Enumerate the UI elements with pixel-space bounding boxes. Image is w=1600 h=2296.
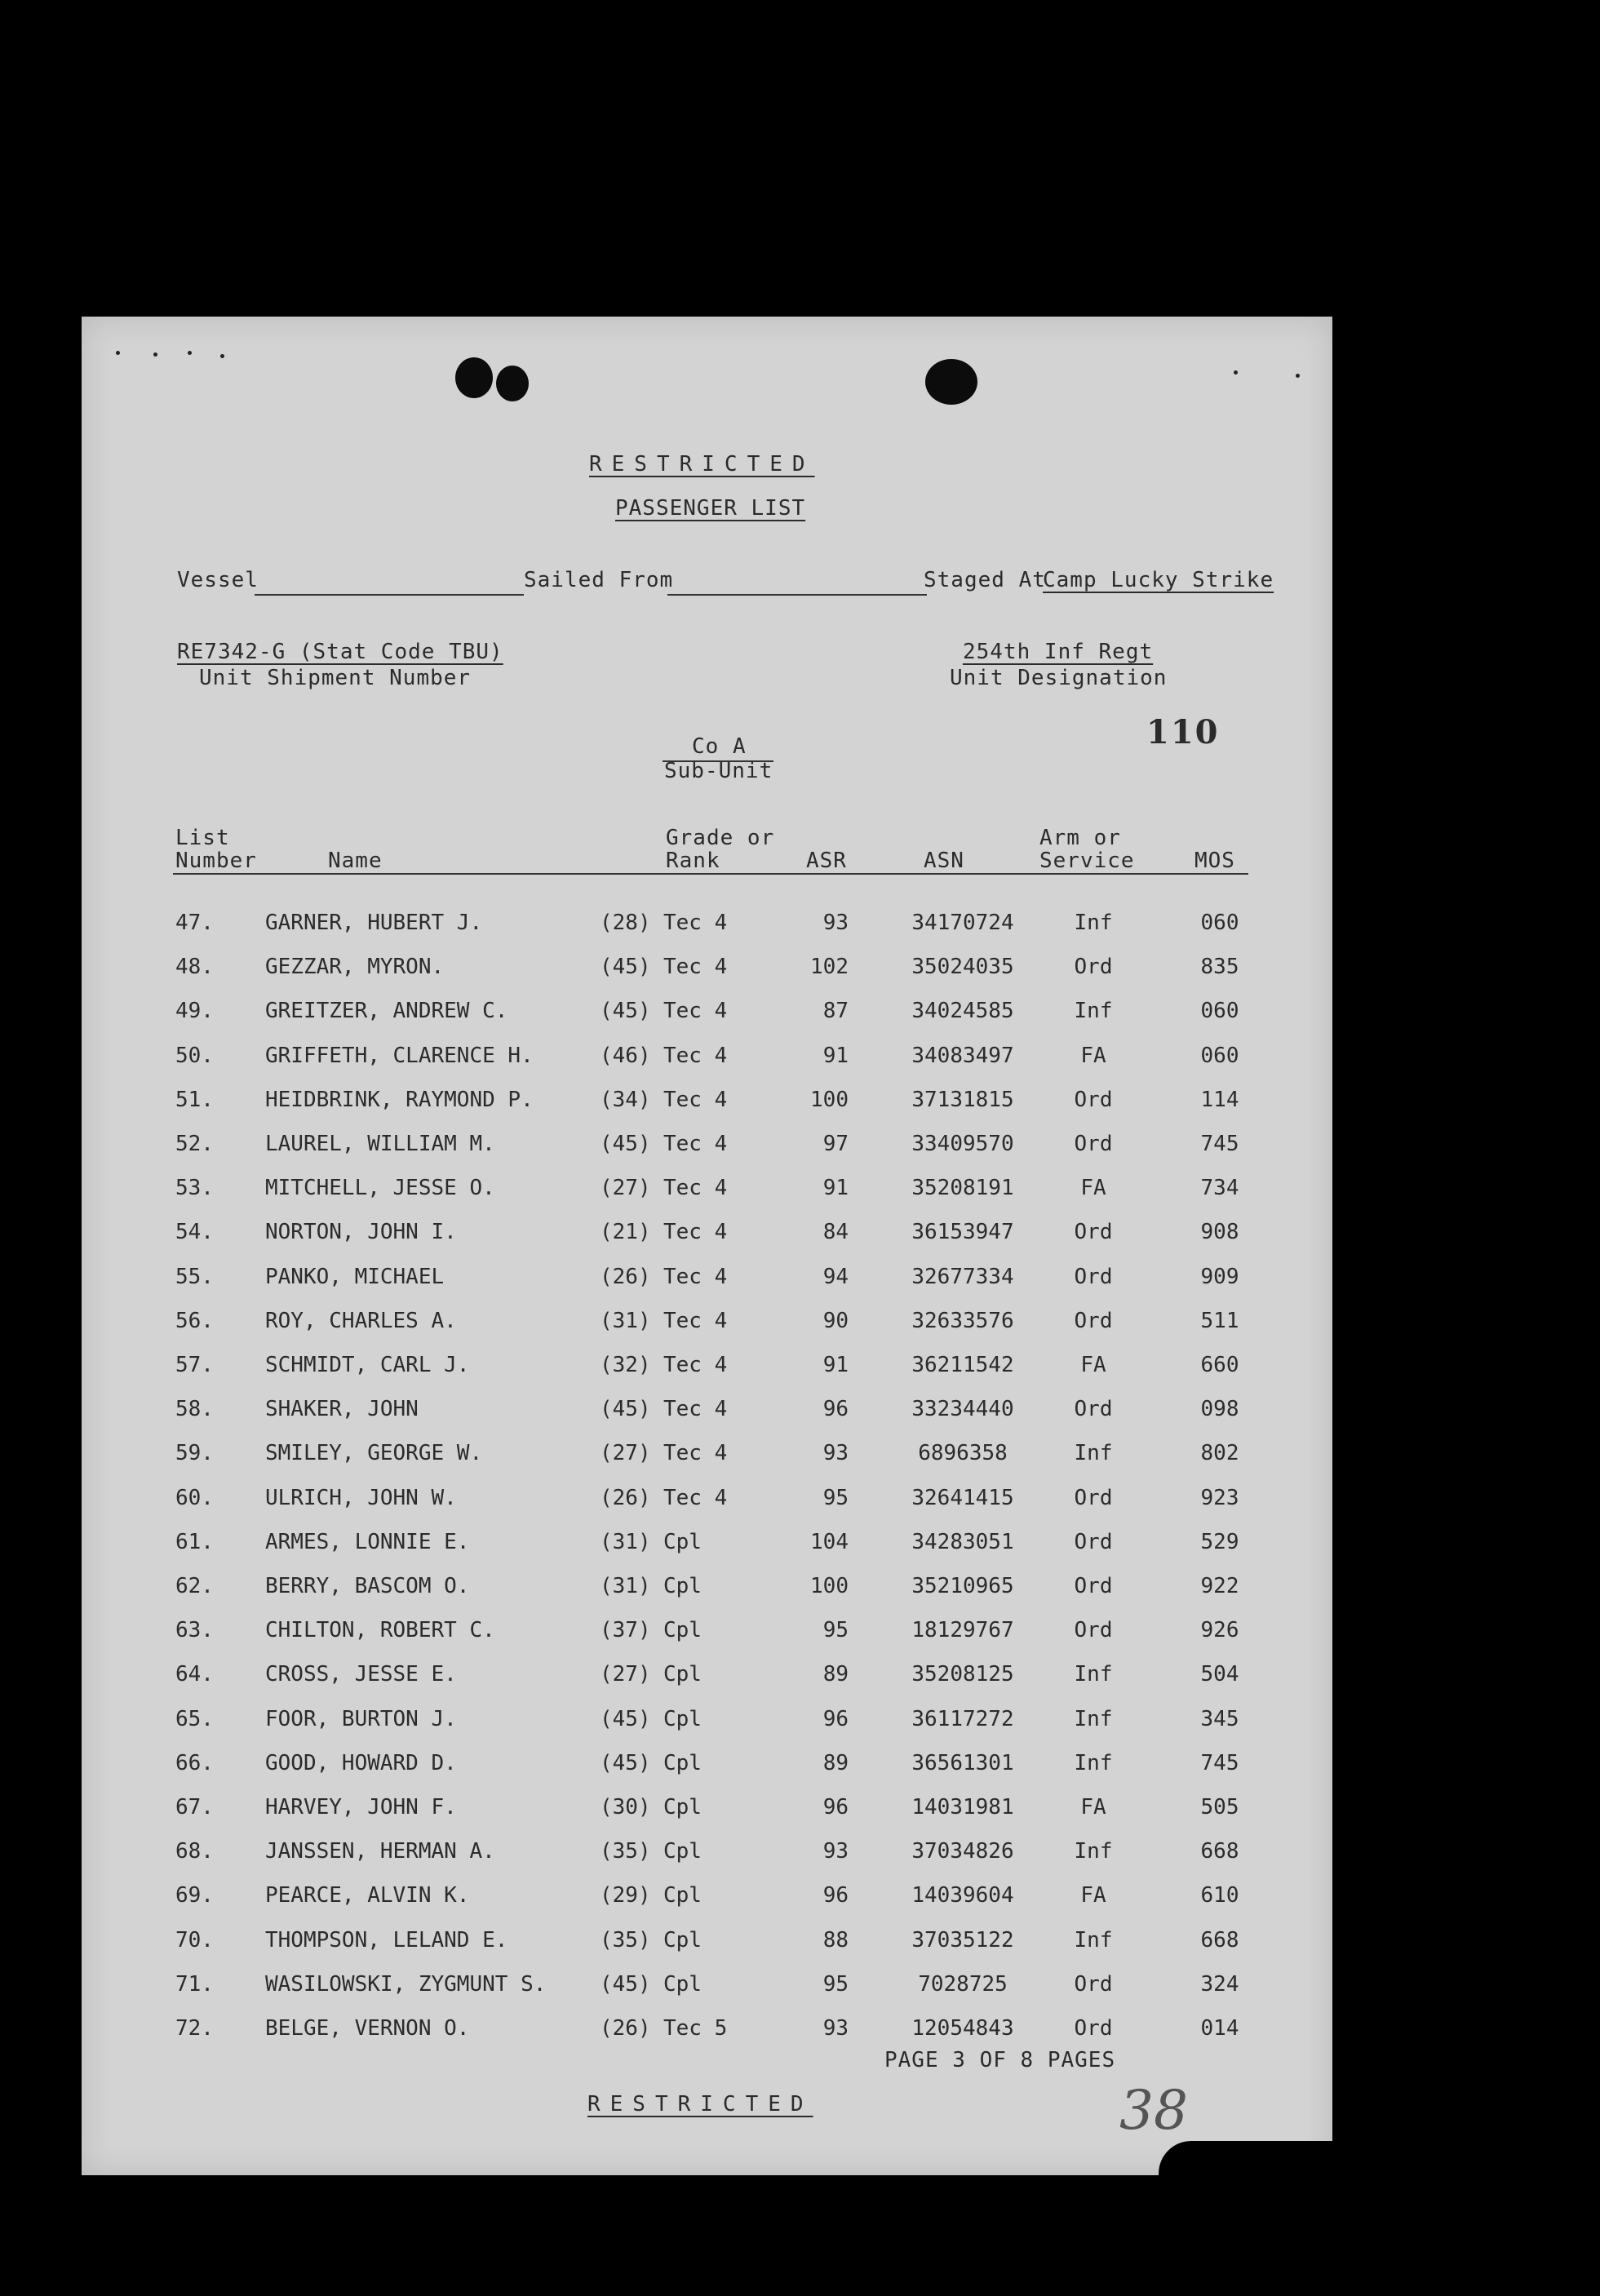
cell-asn: 37035122 bbox=[911, 1927, 1014, 1952]
cell-name: GEZZAR, MYRON. bbox=[265, 955, 445, 980]
cell-name: CROSS, JESSE E. bbox=[265, 1662, 457, 1687]
cell-grade: Cpl bbox=[663, 1839, 702, 1864]
cell-asr: 104 bbox=[810, 1529, 849, 1554]
cell-asr: 100 bbox=[810, 1574, 849, 1598]
header-rule bbox=[173, 873, 1248, 875]
cell-arm: Ord bbox=[1074, 1132, 1113, 1156]
cell-grade: Tec 4 bbox=[663, 1308, 728, 1333]
cell-num: 67. bbox=[175, 1795, 214, 1820]
cell-age: (45) bbox=[600, 1706, 651, 1731]
cell-asr: 97 bbox=[822, 1132, 849, 1156]
cell-age: (31) bbox=[600, 1529, 651, 1554]
cell-asn: 32633576 bbox=[911, 1308, 1014, 1333]
cell-num: 55. bbox=[175, 1264, 214, 1289]
cell-asn: 37034826 bbox=[911, 1839, 1014, 1864]
unit-designation-label: Unit Designation bbox=[950, 666, 1168, 690]
cell-num: 60. bbox=[175, 1485, 214, 1510]
cell-name: HEIDBRINK, RAYMOND P. bbox=[265, 1087, 534, 1112]
cell-name: HARVEY, JOHN F. bbox=[265, 1795, 457, 1820]
cell-name: GOOD, HOWARD D. bbox=[265, 1750, 457, 1775]
cell-asn: 34283051 bbox=[911, 1529, 1014, 1554]
cell-name: BERRY, BASCOM O. bbox=[265, 1574, 470, 1598]
cell-age: (37) bbox=[600, 1618, 651, 1643]
cell-mos: 505 bbox=[1200, 1795, 1239, 1820]
cell-asn: 36561301 bbox=[911, 1750, 1014, 1775]
cell-name: PANKO, MICHAEL bbox=[265, 1264, 445, 1289]
col-header-number: Number bbox=[175, 849, 257, 873]
table-row bbox=[82, 1088, 1332, 1120]
cell-name: LAUREL, WILLIAM M. bbox=[265, 1132, 495, 1156]
cell-num: 63. bbox=[175, 1618, 214, 1643]
cell-name: GARNER, HUBERT J. bbox=[265, 911, 483, 935]
cell-mos: 014 bbox=[1200, 2016, 1239, 2041]
cell-grade: Tec 4 bbox=[663, 1485, 728, 1510]
cell-mos: 734 bbox=[1200, 1176, 1239, 1201]
cell-asr: 96 bbox=[822, 1795, 849, 1820]
table-row bbox=[82, 1486, 1332, 1518]
cell-grade: Cpl bbox=[663, 1795, 702, 1820]
cell-asn: 36211542 bbox=[911, 1353, 1014, 1377]
cell-asn: 32677334 bbox=[911, 1264, 1014, 1289]
table-row bbox=[82, 1707, 1332, 1740]
cell-grade: Tec 4 bbox=[663, 1353, 728, 1377]
col-header-asn: ASN bbox=[924, 849, 964, 873]
cell-arm: Ord bbox=[1074, 1308, 1113, 1333]
col-header-name: Name bbox=[328, 849, 383, 873]
cell-mos: 745 bbox=[1200, 1132, 1239, 1156]
cell-num: 71. bbox=[175, 1971, 214, 1997]
table-row bbox=[82, 2016, 1332, 2049]
cell-arm: Ord bbox=[1074, 1618, 1113, 1643]
staged-at-value: Camp Lucky Strike bbox=[1043, 568, 1274, 592]
cell-arm: Inf bbox=[1074, 1441, 1113, 1466]
cell-grade: Tec 4 bbox=[663, 1441, 728, 1466]
cell-asr: 100 bbox=[810, 1087, 849, 1112]
cell-asr: 93 bbox=[822, 2016, 849, 2041]
punch-hole bbox=[496, 366, 529, 401]
cell-grade: Tec 4 bbox=[663, 1220, 728, 1245]
cell-name: THOMPSON, LELAND E. bbox=[265, 1927, 508, 1952]
classification-footer: RESTRICTED bbox=[587, 2092, 813, 2116]
cell-asr: 93 bbox=[822, 1441, 849, 1466]
cell-age: (45) bbox=[600, 955, 651, 980]
staged-at-label: Staged At bbox=[924, 568, 1046, 592]
cell-asr: 90 bbox=[822, 1308, 849, 1333]
cell-num: 65. bbox=[175, 1706, 214, 1731]
cell-name: BELGE, VERNON O. bbox=[265, 2016, 470, 2041]
cell-arm: Inf bbox=[1074, 1662, 1113, 1687]
table-row bbox=[82, 1972, 1332, 2005]
cell-num: 47. bbox=[175, 911, 214, 935]
cell-num: 50. bbox=[175, 1043, 214, 1068]
cell-arm: FA bbox=[1080, 1883, 1106, 1908]
col-header-rank: Rank bbox=[666, 849, 720, 873]
cell-age: (30) bbox=[600, 1795, 651, 1820]
document-page bbox=[82, 317, 1332, 2175]
cell-asr: 87 bbox=[822, 999, 849, 1024]
cell-arm: FA bbox=[1080, 1043, 1106, 1068]
cell-mos: 114 bbox=[1200, 1087, 1239, 1112]
cell-age: (45) bbox=[600, 1971, 651, 1997]
cell-num: 54. bbox=[175, 1220, 214, 1245]
cell-grade: Cpl bbox=[663, 1883, 702, 1908]
shipment-number: RE7342-G (Stat Code TBU) bbox=[177, 640, 503, 664]
cell-grade: Tec 4 bbox=[663, 1397, 728, 1422]
table-row bbox=[82, 1662, 1332, 1695]
table-row bbox=[82, 955, 1332, 987]
cell-asn: 33409570 bbox=[911, 1132, 1014, 1156]
cell-age: (26) bbox=[600, 2016, 651, 2041]
cell-mos: 923 bbox=[1200, 1485, 1239, 1510]
cell-name: CHILTON, ROBERT C. bbox=[265, 1618, 495, 1643]
cell-arm: Ord bbox=[1074, 2016, 1113, 2041]
cell-mos: 660 bbox=[1200, 1353, 1239, 1377]
cell-grade: Cpl bbox=[663, 1574, 702, 1598]
cell-age: (27) bbox=[600, 1441, 651, 1466]
table-row bbox=[82, 1751, 1332, 1784]
cell-num: 64. bbox=[175, 1662, 214, 1687]
cell-asr: 93 bbox=[822, 911, 849, 935]
cell-name: ULRICH, JOHN W. bbox=[265, 1485, 457, 1510]
cell-arm: Ord bbox=[1074, 1574, 1113, 1598]
cell-grade: Tec 4 bbox=[663, 1087, 728, 1112]
cell-grade: Cpl bbox=[663, 1662, 702, 1687]
cell-asn: 36117272 bbox=[911, 1706, 1014, 1731]
cell-name: SCHMIDT, CARL J. bbox=[265, 1353, 470, 1377]
cell-asr: 95 bbox=[822, 1485, 849, 1510]
table-row bbox=[82, 1795, 1332, 1828]
cell-grade: Tec 4 bbox=[663, 911, 728, 935]
cell-asn: 33234440 bbox=[911, 1397, 1014, 1422]
table-row bbox=[82, 1839, 1332, 1872]
cell-arm: Ord bbox=[1074, 1971, 1113, 1997]
speck bbox=[220, 354, 224, 358]
cell-arm: Inf bbox=[1074, 1750, 1113, 1775]
cell-mos: 324 bbox=[1200, 1971, 1239, 1997]
cell-asn: 35208191 bbox=[911, 1176, 1014, 1201]
table-row bbox=[82, 1132, 1332, 1164]
cell-num: 69. bbox=[175, 1883, 214, 1908]
sailed-from-label: Sailed From bbox=[524, 568, 674, 592]
cell-grade: Tec 4 bbox=[663, 1176, 728, 1201]
cell-num: 56. bbox=[175, 1308, 214, 1333]
cell-asr: 96 bbox=[822, 1883, 849, 1908]
cell-name: SMILEY, GEORGE W. bbox=[265, 1441, 483, 1466]
sailed-from-field bbox=[667, 594, 927, 596]
cell-name: SHAKER, JOHN bbox=[265, 1397, 419, 1422]
cell-asr: 91 bbox=[822, 1176, 849, 1201]
cell-grade: Cpl bbox=[663, 1971, 702, 1997]
table-row bbox=[82, 1441, 1332, 1474]
cell-asr: 89 bbox=[822, 1750, 849, 1775]
speck bbox=[116, 351, 120, 355]
cell-mos: 345 bbox=[1200, 1706, 1239, 1731]
speck bbox=[188, 351, 192, 355]
cell-asr: 95 bbox=[822, 1971, 849, 1997]
table-row bbox=[82, 1928, 1332, 1961]
cell-num: 52. bbox=[175, 1132, 214, 1156]
cell-asr: 93 bbox=[822, 1839, 849, 1864]
cell-age: (27) bbox=[600, 1176, 651, 1201]
cell-num: 59. bbox=[175, 1441, 214, 1466]
cell-num: 49. bbox=[175, 999, 214, 1024]
cell-mos: 504 bbox=[1200, 1662, 1239, 1687]
cell-asn: 34083497 bbox=[911, 1043, 1014, 1068]
cell-arm: FA bbox=[1080, 1353, 1106, 1377]
col-header-mos: MOS bbox=[1194, 849, 1235, 873]
handwritten-number: 38 bbox=[1119, 2079, 1188, 2142]
cell-asr: 91 bbox=[822, 1043, 849, 1068]
cell-age: (45) bbox=[600, 1132, 651, 1156]
cell-num: 57. bbox=[175, 1353, 214, 1377]
table-row bbox=[82, 1397, 1332, 1429]
cell-mos: 668 bbox=[1200, 1927, 1239, 1952]
cell-asn: 36153947 bbox=[911, 1220, 1014, 1245]
cell-asn: 32641415 bbox=[911, 1485, 1014, 1510]
cell-mos: 926 bbox=[1200, 1618, 1239, 1643]
speck bbox=[1234, 370, 1238, 375]
cell-mos: 060 bbox=[1200, 1043, 1239, 1068]
cell-arm: Inf bbox=[1074, 1839, 1113, 1864]
cell-age: (28) bbox=[600, 911, 651, 935]
cell-name: FOOR, BURTON J. bbox=[265, 1706, 457, 1731]
cell-grade: Tec 4 bbox=[663, 955, 728, 980]
cell-name: JANSSEN, HERMAN A. bbox=[265, 1839, 495, 1864]
cell-asn: 7028725 bbox=[918, 1971, 1008, 1997]
cell-name: WASILOWSKI, ZYGMUNT S. bbox=[265, 1971, 547, 1997]
cell-name: PEARCE, ALVIN K. bbox=[265, 1883, 470, 1908]
cell-mos: 745 bbox=[1200, 1750, 1239, 1775]
cell-grade: Cpl bbox=[663, 1529, 702, 1554]
sub-unit-label: Sub-Unit bbox=[664, 759, 773, 783]
cell-name: ROY, CHARLES A. bbox=[265, 1308, 457, 1333]
cell-mos: 098 bbox=[1200, 1397, 1239, 1422]
cell-arm: Ord bbox=[1074, 1529, 1113, 1554]
shipment-number-label: Unit Shipment Number bbox=[199, 666, 472, 690]
cell-num: 66. bbox=[175, 1750, 214, 1775]
cell-grade: Tec 4 bbox=[663, 1264, 728, 1289]
cell-arm: Ord bbox=[1074, 955, 1113, 980]
cell-age: (31) bbox=[600, 1308, 651, 1333]
cell-age: (26) bbox=[600, 1264, 651, 1289]
col-header-grade: Grade or bbox=[666, 826, 775, 850]
cell-asr: 88 bbox=[822, 1927, 849, 1952]
cell-age: (45) bbox=[600, 1750, 651, 1775]
cell-age: (46) bbox=[600, 1043, 651, 1068]
cell-mos: 908 bbox=[1200, 1220, 1239, 1245]
cell-asr: 89 bbox=[822, 1662, 849, 1687]
cell-asn: 14031981 bbox=[911, 1795, 1014, 1820]
table-row bbox=[82, 1309, 1332, 1341]
cell-num: 61. bbox=[175, 1529, 214, 1554]
cell-arm: Inf bbox=[1074, 1927, 1113, 1952]
table-row bbox=[82, 1265, 1332, 1297]
col-header-asr: ASR bbox=[806, 849, 847, 873]
table-row bbox=[82, 1618, 1332, 1651]
cell-mos: 610 bbox=[1200, 1883, 1239, 1908]
cell-mos: 060 bbox=[1200, 999, 1239, 1024]
classification-header: RESTRICTED bbox=[589, 452, 815, 476]
speck bbox=[1296, 374, 1300, 378]
cell-asr: 94 bbox=[822, 1264, 849, 1289]
cell-mos: 511 bbox=[1200, 1308, 1239, 1333]
cell-name: GRIFFETH, CLARENCE H. bbox=[265, 1043, 534, 1068]
passenger-list-title: PASSENGER LIST bbox=[615, 496, 806, 521]
cell-arm: Ord bbox=[1074, 1397, 1113, 1422]
cell-num: 68. bbox=[175, 1839, 214, 1864]
cell-grade: Tec 4 bbox=[663, 999, 728, 1024]
cell-mos: 668 bbox=[1200, 1839, 1239, 1864]
cell-name: NORTON, JOHN I. bbox=[265, 1220, 457, 1245]
cell-arm: Ord bbox=[1074, 1220, 1113, 1245]
cell-grade: Tec 4 bbox=[663, 1043, 728, 1068]
cell-asn: 37131815 bbox=[911, 1087, 1014, 1112]
table-row bbox=[82, 911, 1332, 943]
cell-num: 58. bbox=[175, 1397, 214, 1422]
cell-num: 62. bbox=[175, 1574, 214, 1598]
cell-age: (31) bbox=[600, 1574, 651, 1598]
cell-age: (35) bbox=[600, 1927, 651, 1952]
cell-num: 70. bbox=[175, 1927, 214, 1952]
table-row bbox=[82, 1220, 1332, 1252]
cell-num: 53. bbox=[175, 1176, 214, 1201]
cell-arm: FA bbox=[1080, 1795, 1106, 1820]
cell-grade: Tec 4 bbox=[663, 1132, 728, 1156]
speck bbox=[153, 352, 157, 357]
cell-age: (32) bbox=[600, 1353, 651, 1377]
col-header-list: List bbox=[175, 826, 230, 850]
cell-grade: Cpl bbox=[663, 1618, 702, 1643]
cell-mos: 802 bbox=[1200, 1441, 1239, 1466]
cell-num: 51. bbox=[175, 1087, 214, 1112]
cell-asn: 35208125 bbox=[911, 1662, 1014, 1687]
punch-hole bbox=[455, 357, 493, 398]
vessel-label: Vessel bbox=[177, 568, 259, 592]
cell-asr: 95 bbox=[822, 1618, 849, 1643]
table-row bbox=[82, 1883, 1332, 1916]
cell-arm: Inf bbox=[1074, 999, 1113, 1024]
cell-name: MITCHELL, JESSE O. bbox=[265, 1176, 495, 1201]
cell-grade: Cpl bbox=[663, 1706, 702, 1731]
cell-asr: 91 bbox=[822, 1353, 849, 1377]
cell-grade: Cpl bbox=[663, 1750, 702, 1775]
col-header-arm: Arm or bbox=[1039, 826, 1121, 850]
cell-asn: 6896358 bbox=[918, 1441, 1008, 1466]
cell-asn: 35210965 bbox=[911, 1574, 1014, 1598]
page-stamp-number: 110 bbox=[1146, 713, 1220, 751]
cell-age: (35) bbox=[600, 1839, 651, 1864]
cell-asn: 34024585 bbox=[911, 999, 1014, 1024]
col-header-service: Service bbox=[1039, 849, 1135, 873]
cell-num: 72. bbox=[175, 2016, 214, 2041]
cell-mos: 529 bbox=[1200, 1529, 1239, 1554]
cell-asn: 35024035 bbox=[911, 955, 1014, 980]
cell-arm: FA bbox=[1080, 1176, 1106, 1201]
cell-mos: 922 bbox=[1200, 1574, 1239, 1598]
table-row bbox=[82, 999, 1332, 1031]
cell-arm: Ord bbox=[1074, 1485, 1113, 1510]
table-row bbox=[82, 1353, 1332, 1385]
cell-asn: 14039604 bbox=[911, 1883, 1014, 1908]
cell-age: (45) bbox=[600, 1397, 651, 1422]
cell-name: GREITZER, ANDREW C. bbox=[265, 999, 508, 1024]
cell-mos: 060 bbox=[1200, 911, 1239, 935]
cell-asr: 96 bbox=[822, 1706, 849, 1731]
cell-asn: 34170724 bbox=[911, 911, 1014, 935]
cell-age: (21) bbox=[600, 1220, 651, 1245]
damaged-corner bbox=[1159, 2141, 1332, 2175]
cell-num: 48. bbox=[175, 955, 214, 980]
cell-age: (29) bbox=[600, 1883, 651, 1908]
cell-mos: 835 bbox=[1200, 955, 1239, 980]
cell-asr: 102 bbox=[810, 955, 849, 980]
cell-asn: 18129767 bbox=[911, 1618, 1014, 1643]
cell-mos: 909 bbox=[1200, 1264, 1239, 1289]
cell-asr: 84 bbox=[822, 1220, 849, 1245]
punch-hole bbox=[925, 359, 977, 405]
cell-grade: Cpl bbox=[663, 1927, 702, 1952]
sub-unit: Co A bbox=[692, 734, 747, 759]
page-indicator: PAGE 3 OF 8 PAGES bbox=[884, 2048, 1116, 2072]
cell-asr: 96 bbox=[822, 1397, 849, 1422]
cell-age: (34) bbox=[600, 1087, 651, 1112]
cell-grade: Tec 5 bbox=[663, 2016, 728, 2041]
table-row bbox=[82, 1044, 1332, 1076]
cell-arm: Inf bbox=[1074, 1706, 1113, 1731]
cell-age: (26) bbox=[600, 1485, 651, 1510]
cell-name: ARMES, LONNIE E. bbox=[265, 1529, 470, 1554]
table-row bbox=[82, 1176, 1332, 1208]
vessel-field bbox=[255, 594, 524, 596]
cell-asn: 12054843 bbox=[911, 2016, 1014, 2041]
unit-designation: 254th Inf Regt bbox=[963, 640, 1154, 664]
cell-arm: Ord bbox=[1074, 1087, 1113, 1112]
cell-age: (27) bbox=[600, 1662, 651, 1687]
table-row bbox=[82, 1530, 1332, 1562]
table-row bbox=[82, 1574, 1332, 1607]
cell-arm: Inf bbox=[1074, 911, 1113, 935]
cell-arm: Ord bbox=[1074, 1264, 1113, 1289]
cell-age: (45) bbox=[600, 999, 651, 1024]
